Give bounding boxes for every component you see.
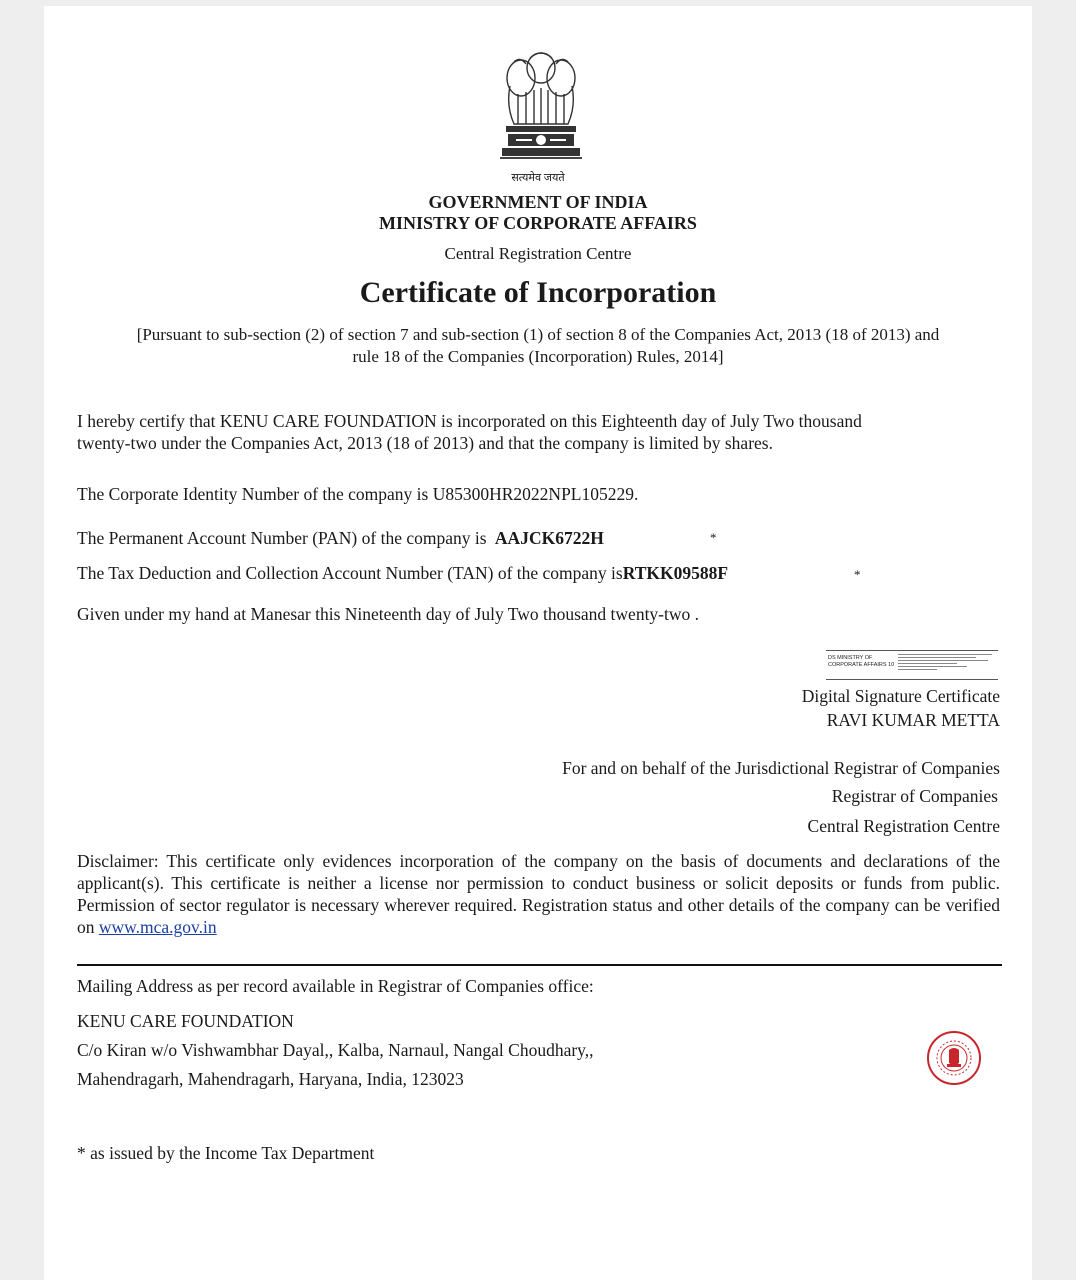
pan-asterisk: * — [710, 530, 717, 545]
signature-label: Digital Signature Certificate — [801, 686, 1000, 706]
mailing-company-name: KENU CARE FOUNDATION — [77, 1011, 294, 1031]
tan-label: The Tax Deduction and Collection Account Number (TAN) of the company is — [77, 563, 623, 583]
pan-line — [77, 528, 604, 549]
disclaimer-text: Disclaimer: This certificate only evidences incorporation of the company on the basis of documents and declarations of the applicant(s). This certificate is neither a license nor permission to conduct business or solicit deposits or funds from public. Permission of sector regulator is necessary wherever required. Registration status and other details of the company can be verified on — [77, 851, 1000, 937]
registrar-seal-icon — [926, 1030, 982, 1086]
tan-asterisk: * — [854, 567, 861, 582]
registrar-behalf: For and on behalf of the Jurisdictional Registrar of Companies — [562, 758, 1000, 778]
certification-statement — [77, 410, 967, 454]
footnote-asterisk: * — [77, 1143, 86, 1163]
footnote — [77, 1143, 374, 1164]
ministry-heading: MINISTRY OF CORPORATE AFFAIRS — [379, 213, 697, 233]
certificate-title: Certificate of Incorporation — [359, 276, 717, 309]
given-under-hand: Given under my hand at Manesar this Nineteenth day of July Two thousand twenty-two . — [77, 604, 700, 624]
cin-line — [77, 484, 638, 505]
pan-label: The Permanent Account Number (PAN) of the company is — [77, 528, 487, 548]
registrar-centre: Central Registration Centre — [807, 816, 1000, 836]
cin-value: U85300HR2022NPL105229. — [432, 484, 639, 504]
pursuant-clause — [44, 324, 1032, 368]
cin-label: The Corporate Identity Number of the company is — [77, 484, 429, 504]
national-emblem-icon — [496, 46, 586, 174]
tan-line — [77, 563, 728, 584]
pursuant-line-2: rule 18 of the Companies (Incorporation) Rules, 2014] — [352, 347, 724, 366]
government-heading: GOVERNMENT OF INDIA — [428, 192, 648, 212]
mailing-address-line-1: C/o Kiran w/o Vishwambhar Dayal,, Kalba, Narnaul, Nangal Choudhary,, — [77, 1040, 594, 1060]
registration-centre: Central Registration Centre — [444, 244, 632, 263]
section-divider — [77, 964, 1002, 966]
ds-detail-lines — [898, 654, 996, 676]
footnote-text: as issued by the Income Tax Department — [90, 1143, 375, 1163]
mailing-heading: Mailing Address as per record available in Registrar of Companies office: — [77, 976, 594, 996]
certificate-page — [44, 6, 1032, 1280]
disclaimer — [77, 850, 1000, 938]
tan-value: RTKK09588F — [622, 563, 729, 583]
registrar-title: Registrar of Companies — [831, 786, 998, 806]
ds-stamp-text — [828, 655, 894, 669]
certify-line-1: I hereby certify that KENU CARE FOUNDATION is incorporated on this Eighteenth day of July Two thousand — [77, 411, 862, 431]
pan-value: AAJCK6722H — [494, 528, 604, 548]
mca-website-link[interactable]: www.mca.gov.in — [98, 917, 217, 937]
emblem-motto: सत्यमेव जयते — [511, 172, 565, 184]
ds-line-2: CORPORATE AFFAIRS 10 — [828, 662, 895, 668]
mailing-address-line-2: Mahendragarh, Mahendragarh, Haryana, India, 123023 — [77, 1069, 464, 1089]
ds-line-1: DS MINISTRY OF — [828, 655, 873, 661]
pursuant-line-1: [Pursuant to sub-section (2) of section 7 and sub-section (1) of section 8 of the Companies Act, 2013 (18 of 2013) and — [136, 325, 940, 344]
signatory-name: RAVI KUMAR METTA — [826, 710, 1000, 730]
certify-line-2: twenty-two under the Companies Act, 2013 (18 of 2013) and that the company is limited by shares. — [77, 433, 773, 453]
digital-signature-stamp — [826, 650, 998, 680]
